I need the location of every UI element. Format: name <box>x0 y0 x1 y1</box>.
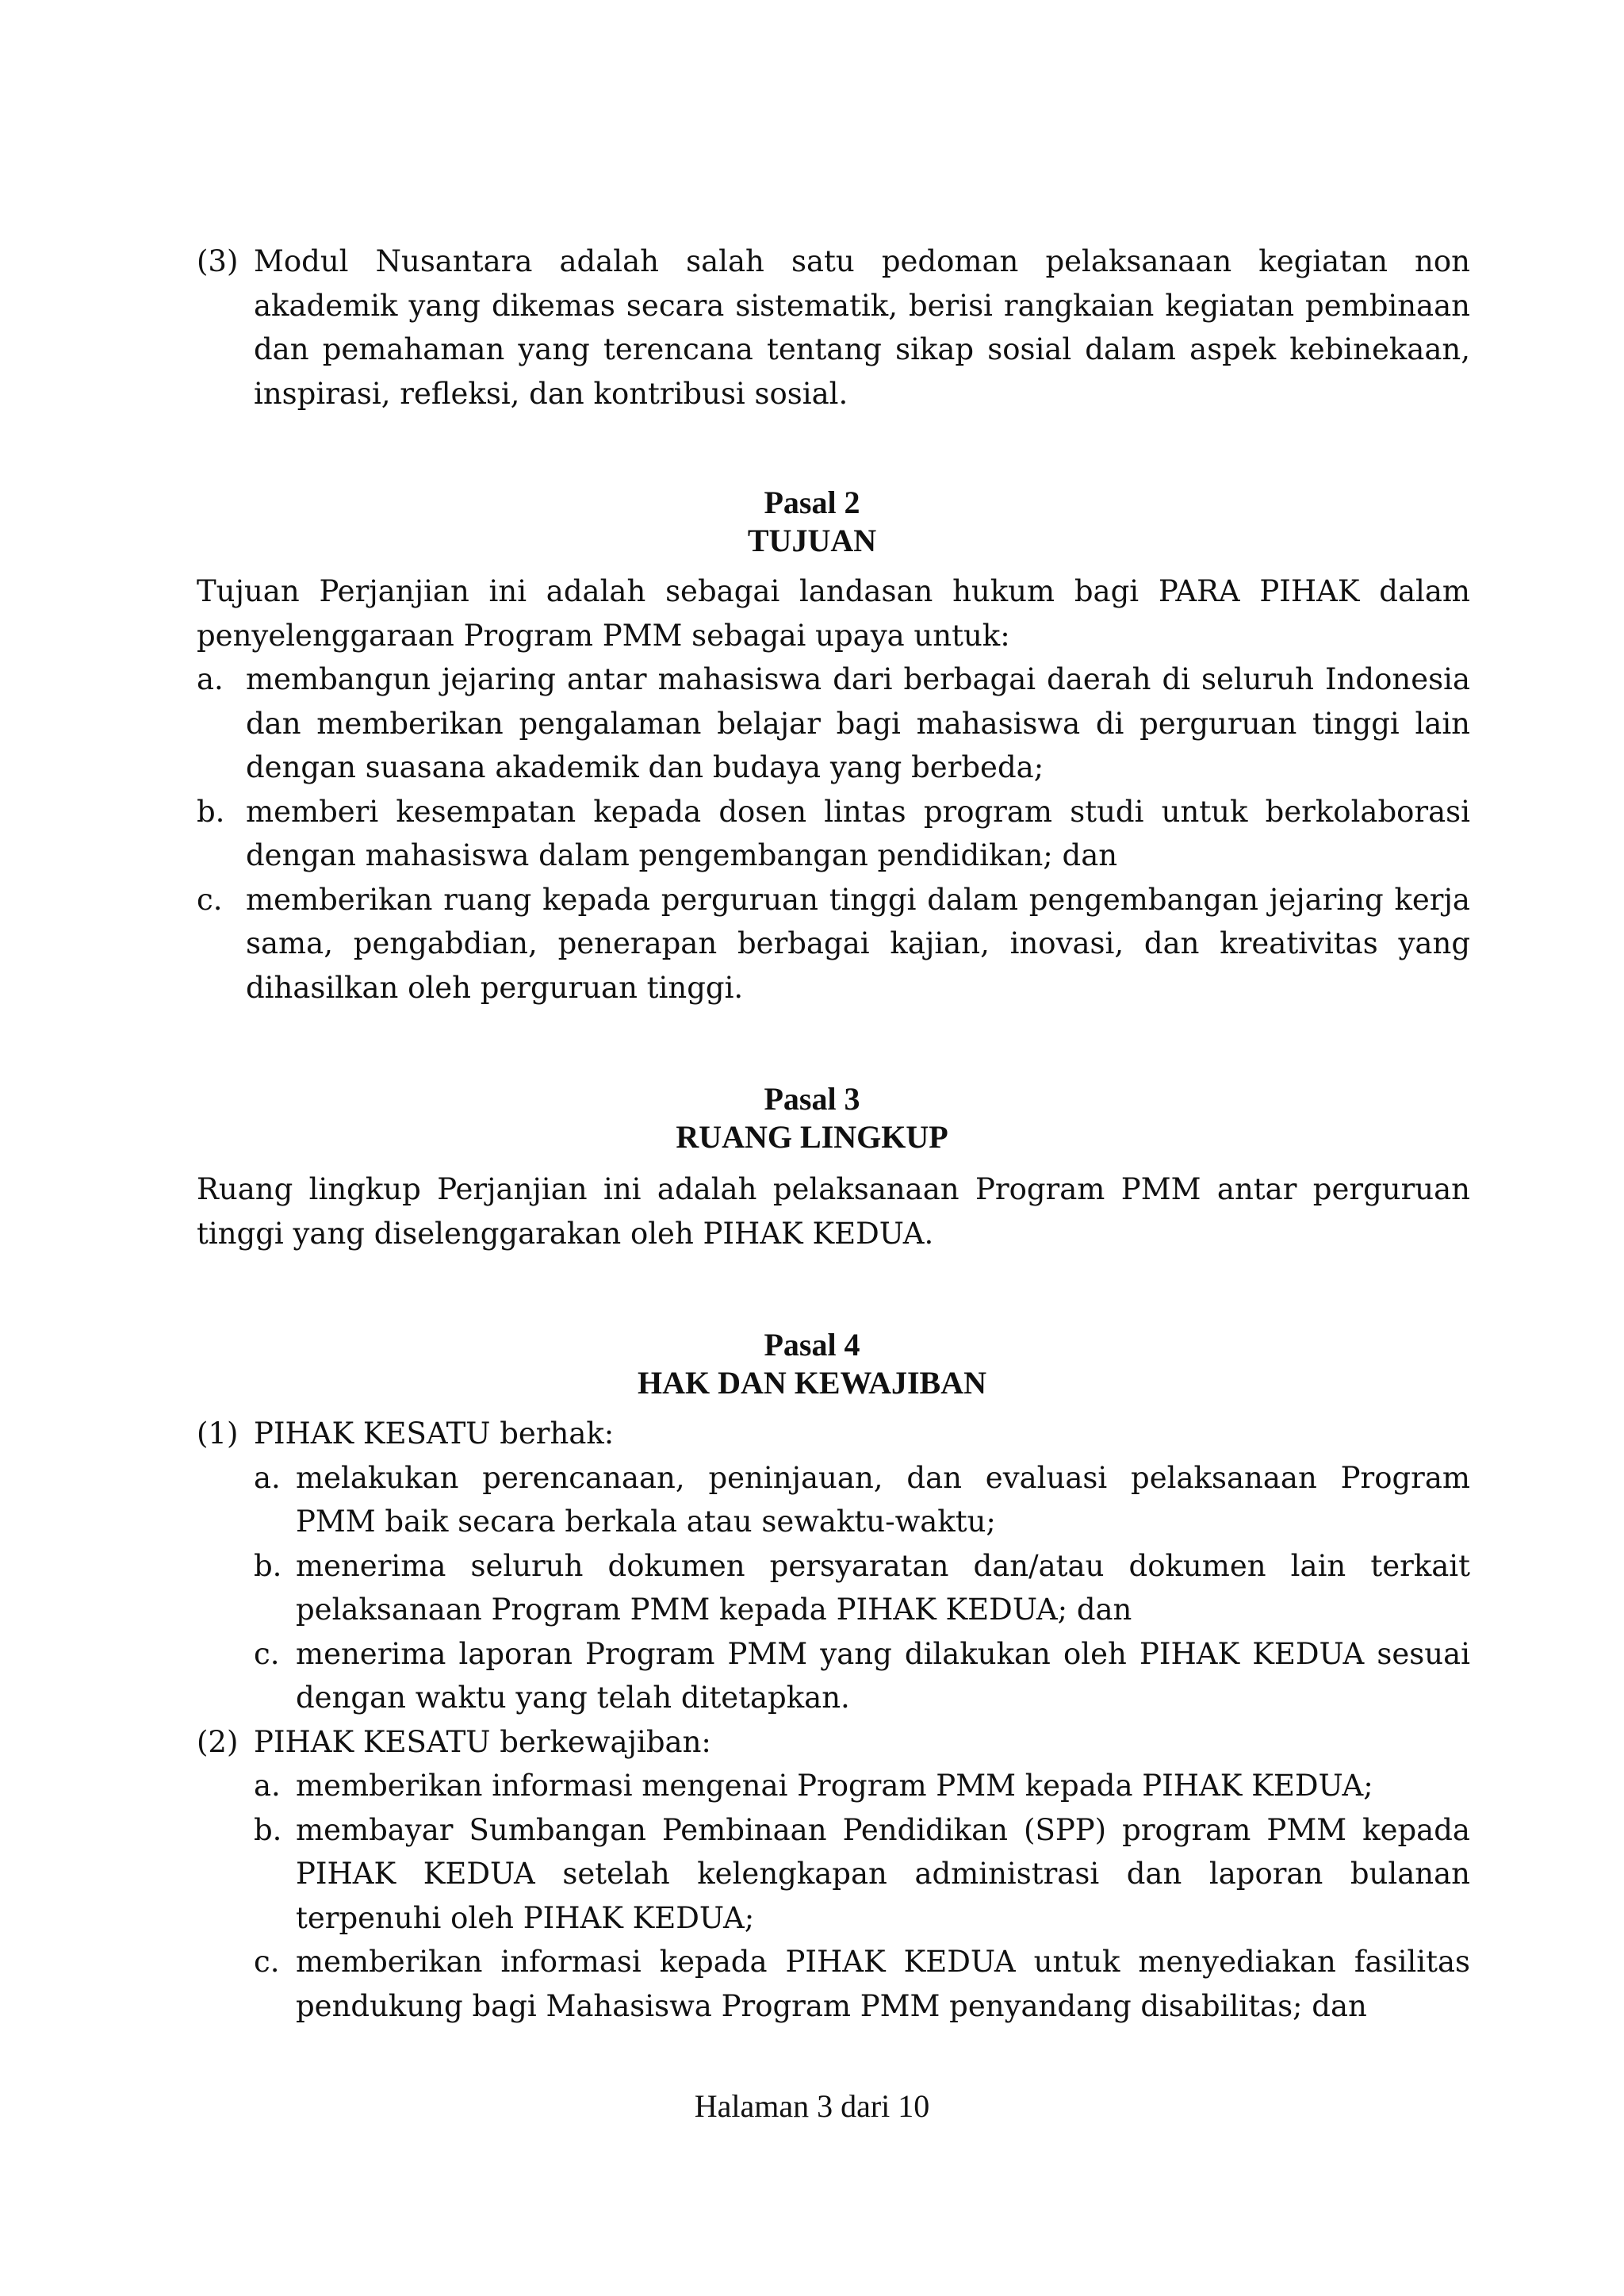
pasal-3-number: Pasal 3 <box>764 1081 860 1117</box>
item-text: memberi kesempatan kepada dosen lintas program studi untuk berkolaborasi dengan mahasiswa dalam pengembangan pendidikan; dan <box>246 794 1470 872</box>
item-marker: b. <box>197 794 225 829</box>
item-text: membayar Sumbangan Pembinaan Pendidikan (SPP) program PMM kepada PIHAK KEDUA setelah kelengkapan administrasi dan laporan bulanan terpenuhi oleh PIHAK KEDUA; <box>296 1812 1470 1935</box>
list-item <box>197 657 1470 790</box>
item-marker: c. <box>254 1636 280 1671</box>
clause-marker: (1) <box>197 1416 239 1451</box>
item-text: membangun jejaring antar mahasiswa dari berbagai daerah di seluruh Indonesia dan memberikan pengalaman belajar bagi mahasiswa di perguruan tinggi lain dengan suasana akademik dan budaya yang berbeda; <box>246 662 1470 784</box>
page-number: Halaman 3 dari 10 <box>694 2088 930 2124</box>
pasal-3-title: RUANG LINGKUP <box>676 1119 948 1155</box>
pasal-4-title: HAK DAN KEWAJIBAN <box>637 1365 987 1401</box>
clause-text: PIHAK KESATU berhak: <box>254 1416 615 1451</box>
intro-item <box>197 240 1470 416</box>
list-item <box>197 240 1470 416</box>
item-marker: a. <box>197 662 224 696</box>
list-item <box>197 1808 1470 1941</box>
list-item <box>197 1632 1470 1720</box>
list-item <box>197 1940 1470 2028</box>
item-text: memberikan informasi kepada PIHAK KEDUA untuk menyediakan fasilitas pendukung bagi Mahasiswa Program PMM penyandang disabilitas; dan <box>296 1945 1470 2023</box>
pasal-3-text: Ruang lingkup Perjanjian ini adalah pelaksanaan Program PMM antar perguruan tinggi yang diselenggarakan oleh PIHAK KEDUA. <box>197 1172 1470 1251</box>
list-item <box>197 1456 1470 1544</box>
list-item <box>197 1764 1470 1808</box>
item-marker: b. <box>254 1812 282 1847</box>
clause-text: PIHAK KESATU berkewajiban: <box>254 1724 711 1759</box>
pasal-2-body <box>197 569 1470 1010</box>
pasal-4-number: Pasal 4 <box>764 1327 860 1363</box>
pasal-2-title: TUJUAN <box>747 523 877 558</box>
clause-2 <box>197 1720 1470 1765</box>
list-item <box>197 878 1470 1010</box>
item-marker: c. <box>197 882 223 917</box>
item-marker: c. <box>254 1945 280 1979</box>
item-marker: a. <box>254 1769 281 1803</box>
list-item <box>197 1544 1470 1632</box>
item-text: menerima laporan Program PMM yang dilakukan oleh PIHAK KEDUA sesuai dengan waktu yang telah ditetapkan. <box>296 1636 1470 1715</box>
item-text: melakukan perencanaan, peninjauan, dan evaluasi pelaksanaan Program PMM baik secara berkala atau sewaktu-waktu; <box>296 1460 1470 1539</box>
item-marker: a. <box>254 1460 281 1495</box>
clause-1 <box>197 1412 1470 1456</box>
item-marker: (3) <box>197 244 239 278</box>
item-text: menerima seluruh dokumen persyaratan dan/atau dokumen lain terkait pelaksanaan Program PMM kepada PIHAK KEDUA; dan <box>296 1548 1470 1627</box>
item-text: memberikan informasi mengenai Program PMM kepada PIHAK KEDUA; <box>296 1769 1373 1803</box>
list-item <box>197 790 1470 878</box>
pasal-2-number: Pasal 2 <box>764 485 860 520</box>
item-text: Modul Nusantara adalah salah satu pedoman pelaksanaan kegiatan non akademik yang dikemas secara sistematik, berisi rangkaian kegiatan pembinaan dan pemahaman yang terencana tentang sikap sosial dalam aspek kebinekaan, inspirasi, refleksi, dan kontribusi sosial. <box>254 244 1470 411</box>
item-marker: b. <box>254 1548 282 1583</box>
pasal-2-intro: Tujuan Perjanjian ini adalah sebagai landasan hukum bagi PARA PIHAK dalam penyelenggaraan Program PMM sebagai upaya untuk: <box>197 574 1470 653</box>
clause-marker: (2) <box>197 1724 239 1759</box>
pasal-4-body <box>197 1412 1470 2028</box>
item-text: memberikan ruang kepada perguruan tinggi dalam pengembangan jejaring kerja sama, pengabdian, penerapan berbagai kajian, inovasi, dan kreativitas yang dihasilkan oleh perguruan tinggi. <box>246 882 1470 1005</box>
pasal-3-body <box>197 1167 1470 1255</box>
